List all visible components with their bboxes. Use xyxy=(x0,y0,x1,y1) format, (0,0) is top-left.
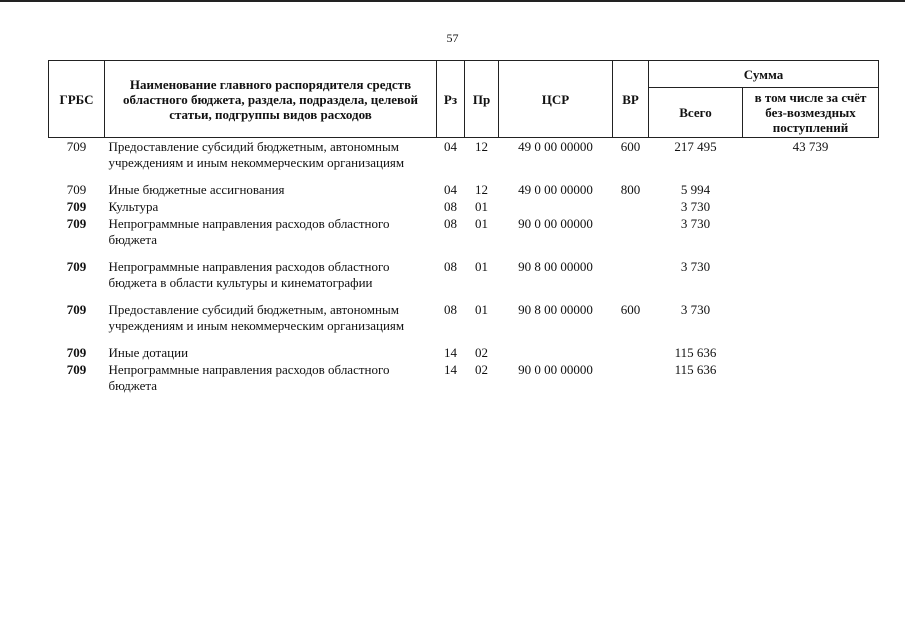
cell-name: Непрограммные направления расходов областного бюджета в области культуры и кинематографии xyxy=(108,259,390,290)
cell-grbs: 709 xyxy=(66,182,87,197)
cell-total: 217 495 xyxy=(674,139,717,154)
cell-grbs: 709 xyxy=(66,345,87,360)
cell-vr xyxy=(613,361,649,394)
cell-vr: 600 xyxy=(620,302,641,317)
cell-total: 3 730 xyxy=(680,302,711,317)
cell-vr: 600 xyxy=(620,139,641,154)
cell-free xyxy=(743,215,879,258)
header-vr: ВР xyxy=(613,61,649,138)
cell-csr: 49 0 00 00000 xyxy=(518,139,593,154)
cell-free xyxy=(743,198,879,215)
cell-csr xyxy=(499,344,613,361)
cell-grbs: 709 xyxy=(66,302,87,317)
cell-grbs: 709 xyxy=(66,259,87,274)
header-free: в том числе за счёт без-возмездных поступлений xyxy=(743,88,879,138)
budget-table xyxy=(48,60,879,394)
cell-rz: 08 xyxy=(444,259,457,274)
cell-total: 3 730 xyxy=(680,199,711,214)
cell-vr xyxy=(613,344,649,361)
cell-pr: 01 xyxy=(475,216,488,231)
cell-free: 43 739 xyxy=(792,139,829,154)
table-row xyxy=(49,138,879,182)
cell-csr: 90 0 00 00000 xyxy=(518,216,593,231)
header-pr: Пр xyxy=(465,61,499,138)
cell-grbs: 709 xyxy=(66,216,87,231)
cell-pr: 12 xyxy=(475,139,488,154)
cell-rz: 08 xyxy=(444,199,457,214)
cell-total: 3 730 xyxy=(680,259,711,274)
cell-total: 115 636 xyxy=(674,345,717,360)
cell-vr xyxy=(613,198,649,215)
cell-pr: 02 xyxy=(475,362,488,377)
table-row xyxy=(49,344,879,361)
cell-rz: 14 xyxy=(444,362,457,377)
cell-free xyxy=(743,301,879,344)
table-row xyxy=(49,215,879,258)
header-total: Всего xyxy=(649,88,743,138)
header-name: Наименование главного распорядителя средств областного бюджета, раздела, подраздела, целевой статьи, подгруппы видов расходов xyxy=(105,61,437,138)
cell-vr xyxy=(613,258,649,301)
cell-vr xyxy=(613,215,649,258)
cell-csr: 90 8 00 00000 xyxy=(518,302,593,317)
header-rz: Рз xyxy=(437,61,465,138)
table-row xyxy=(49,181,879,198)
cell-total: 3 730 xyxy=(680,216,711,231)
cell-rz: 04 xyxy=(444,139,457,154)
cell-free xyxy=(743,181,879,198)
cell-grbs: 709 xyxy=(66,362,87,377)
cell-csr: 90 0 00 00000 xyxy=(518,362,593,377)
cell-csr xyxy=(499,198,613,215)
table-header xyxy=(49,61,879,138)
cell-name: Иные дотации xyxy=(108,345,189,360)
table-row xyxy=(49,301,879,344)
table-row xyxy=(49,198,879,215)
cell-free xyxy=(743,258,879,301)
cell-pr: 02 xyxy=(475,345,488,360)
cell-free xyxy=(743,344,879,361)
cell-name: Культура xyxy=(108,199,159,214)
cell-name: Непрограммные направления расходов областного бюджета xyxy=(108,362,390,393)
cell-grbs: 709 xyxy=(66,139,87,154)
cell-csr: 90 8 00 00000 xyxy=(518,259,593,274)
cell-pr: 12 xyxy=(475,182,488,197)
cell-pr: 01 xyxy=(475,199,488,214)
cell-rz: 14 xyxy=(444,345,457,360)
cell-name: Предоставление субсидий бюджетным, автономным учреждениям и иным некоммерческим организациям xyxy=(108,302,405,333)
cell-free xyxy=(743,361,879,394)
cell-total: 115 636 xyxy=(674,362,717,377)
page-number: 57 xyxy=(446,31,459,45)
cell-pr: 01 xyxy=(475,302,488,317)
table-row xyxy=(49,361,879,394)
cell-total: 5 994 xyxy=(680,182,711,197)
cell-name: Непрограммные направления расходов областного бюджета xyxy=(108,216,390,247)
header-grbs: ГРБС xyxy=(49,61,105,138)
cell-rz: 04 xyxy=(444,182,457,197)
cell-name: Предоставление субсидий бюджетным, автономным учреждениям и иным некоммерческим организациям xyxy=(108,139,405,170)
cell-vr: 800 xyxy=(620,182,641,197)
cell-pr: 01 xyxy=(475,259,488,274)
top-border-line xyxy=(0,0,905,2)
cell-rz: 08 xyxy=(444,302,457,317)
header-sum: Сумма xyxy=(649,61,879,88)
header-csr: ЦСР xyxy=(499,61,613,138)
cell-grbs: 709 xyxy=(66,199,87,214)
cell-name: Иные бюджетные ассигнования xyxy=(108,182,285,197)
cell-rz: 08 xyxy=(444,216,457,231)
table-row xyxy=(49,258,879,301)
table-body xyxy=(49,138,879,395)
cell-csr: 49 0 00 00000 xyxy=(518,182,593,197)
